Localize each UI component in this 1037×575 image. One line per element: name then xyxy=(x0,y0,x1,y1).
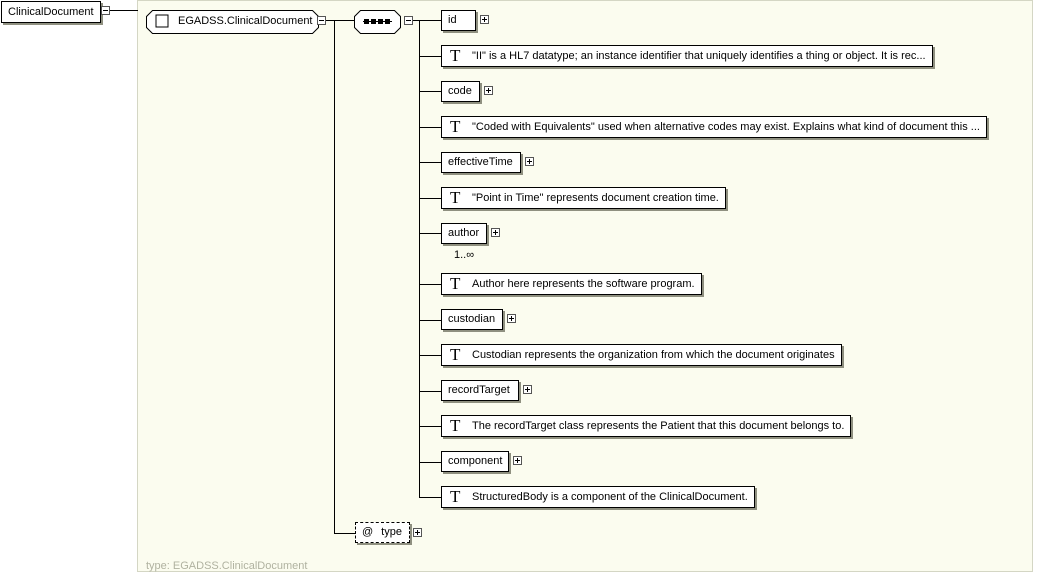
connector xyxy=(419,127,441,128)
attribute-type[interactable] xyxy=(355,522,410,543)
sequence-collapse-icon[interactable] xyxy=(404,16,413,25)
connector xyxy=(419,426,441,427)
documentation-id xyxy=(441,45,933,67)
documentation-icon: T xyxy=(450,188,461,207)
documentation-text: "Coded with Equivalents" used when alternative codes may exist. Explains what kind of document this ... xyxy=(472,121,980,133)
element-label: custodian xyxy=(448,313,496,325)
attribute-icon: @ xyxy=(362,526,374,538)
element-label: component xyxy=(448,455,503,467)
element-id[interactable] xyxy=(441,10,476,31)
connector xyxy=(419,355,441,356)
element-label: author xyxy=(448,227,480,239)
root-collapse-icon[interactable] xyxy=(101,6,110,15)
expand-icon[interactable] xyxy=(507,314,516,323)
documentation-text: Author here represents the software program. xyxy=(472,278,695,290)
connector xyxy=(419,162,441,163)
connector xyxy=(120,10,138,11)
connector xyxy=(419,56,441,57)
root-element-clinicaldocument[interactable] xyxy=(1,1,101,23)
documentation-icon: T xyxy=(450,416,461,435)
expand-icon[interactable] xyxy=(513,456,522,465)
connector xyxy=(334,20,335,534)
connector xyxy=(419,20,441,21)
connector xyxy=(419,497,441,498)
connector xyxy=(419,233,441,234)
element-label: effectiveTime xyxy=(448,156,513,168)
documentation-icon: T xyxy=(450,117,461,136)
expand-icon[interactable] xyxy=(484,86,493,95)
expand-icon[interactable] xyxy=(523,385,532,394)
documentation-icon: T xyxy=(450,46,461,65)
connector xyxy=(419,198,441,199)
documentation-text: "II" is a HL7 datatype; an instance identifier that uniquely identifies a thing or object. It is rec... xyxy=(472,50,926,62)
sequence-compositor-icon[interactable] xyxy=(354,10,404,36)
expand-icon[interactable] xyxy=(480,15,489,24)
documentation-component xyxy=(441,486,755,508)
element-recordtarget[interactable] xyxy=(441,380,519,401)
connector xyxy=(334,533,355,534)
occurrence-label: 1..∞ xyxy=(454,249,475,261)
expand-icon[interactable] xyxy=(413,528,422,537)
element-code[interactable] xyxy=(441,81,480,102)
documentation-text: StructuredBody is a component of the ClinicalDocument. xyxy=(472,491,748,503)
complex-type-label: EGADSS.ClinicalDocument xyxy=(178,15,313,27)
complex-type-collapse-icon[interactable] xyxy=(317,16,326,25)
connector xyxy=(334,20,355,21)
documentation-custodian xyxy=(441,344,842,366)
connector xyxy=(419,91,441,92)
element-label: recordTarget xyxy=(448,384,510,396)
element-effectivetime[interactable] xyxy=(441,152,521,173)
expand-icon[interactable] xyxy=(491,228,500,237)
attribute-label: type xyxy=(381,526,402,538)
connector xyxy=(419,320,441,321)
type-caption: type: EGADSS.ClinicalDocument xyxy=(146,560,308,572)
expand-icon[interactable] xyxy=(525,157,534,166)
documentation-icon: T xyxy=(450,274,461,293)
connector xyxy=(326,20,334,21)
connector xyxy=(419,284,441,285)
element-custodian[interactable] xyxy=(441,309,503,330)
element-author[interactable] xyxy=(441,223,487,244)
connector xyxy=(110,10,120,11)
documentation-icon: T xyxy=(450,345,461,364)
documentation-text: "Point in Time" represents document creation time. xyxy=(472,192,719,204)
element-label: id xyxy=(448,14,457,26)
documentation-text: The recordTarget class represents the Patient that this document belongs to. xyxy=(472,420,845,432)
documentation-text: Custodian represents the organization from which the document originates xyxy=(472,349,835,361)
documentation-recordtarget xyxy=(441,415,851,437)
root-element-label: ClinicalDocument xyxy=(8,6,94,18)
documentation-code xyxy=(441,116,987,138)
connector xyxy=(419,462,441,463)
documentation-icon: T xyxy=(450,487,461,506)
documentation-author xyxy=(441,273,702,295)
element-component[interactable] xyxy=(441,451,509,472)
element-label: code xyxy=(448,85,472,97)
documentation-effectivetime xyxy=(441,187,726,209)
connector xyxy=(419,391,441,392)
